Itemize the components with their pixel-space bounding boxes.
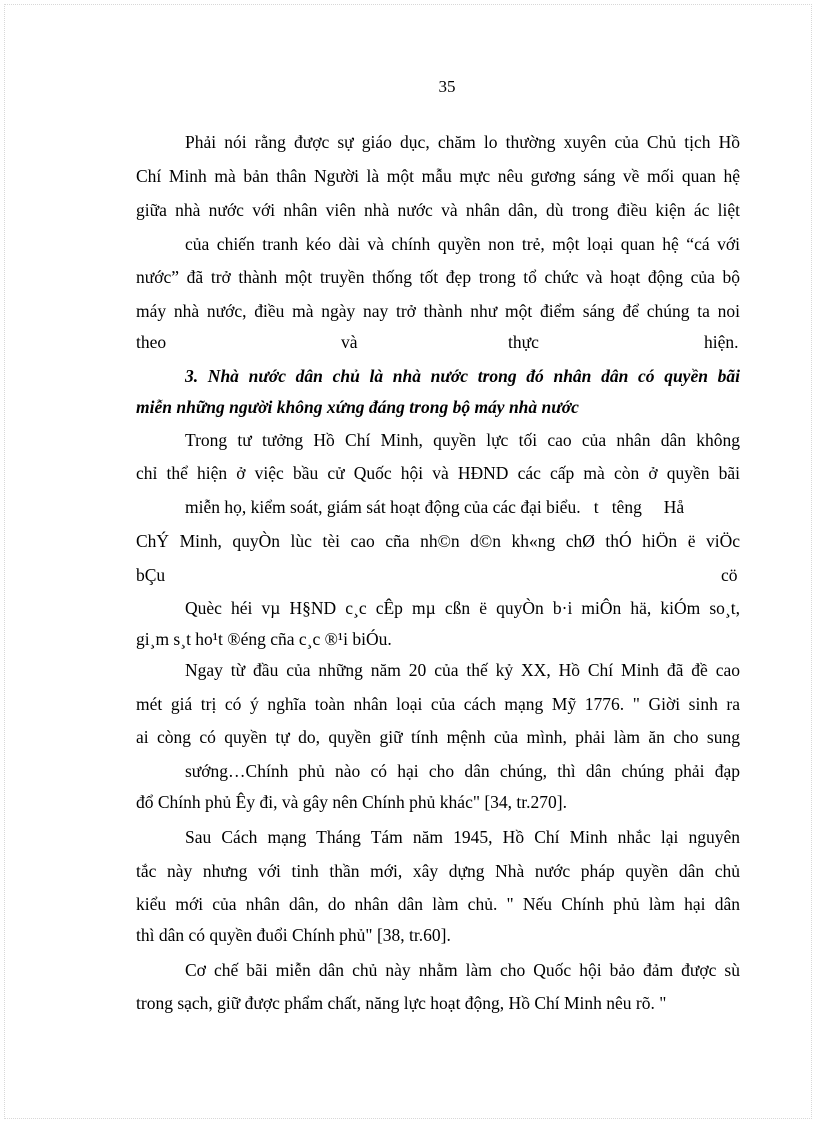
garbled-line: ChÝ Minh, quyÒn lùc tèi cao cña nh©n d©n kh«ng chØ thÓ hiÖn ë viÖc [136,531,740,551]
word: cö [721,565,738,585]
section-heading: miễn những người không xứng đáng trong bộ máy nhà nước [136,397,579,417]
text-line: máy nhà nước, điều mà ngày nay trở thành như một điểm sáng để chúng ta noi [136,301,740,321]
word: hiện. [704,332,739,352]
text-line: Cơ chế bãi miễn dân chủ này nhằm làm cho Quốc hội bảo đảm được sù [185,960,740,980]
text-line: Ngay từ đầu của những năm 20 của thế kỷ XX, Hồ Chí Minh đã đề cao [185,660,740,680]
text-line: Phải nói rằng được sự giáo dục, chăm lo thường xuyên của Chủ tịch Hồ [185,132,740,152]
garbled-line: gi¸m s¸t ho¹t ®éng cña c¸c ®¹i biÓu. [136,629,392,649]
page-number: 35 [438,77,456,96]
text-line: giữa nhà nước với nhân viên nhà nước và nhân dân, dù trong điều kiện ác liệt [136,200,740,220]
text-line: tắc này nhưng với tinh thần mới, xây dựng Nhà nước pháp quyền dân chủ [136,861,740,881]
text-line: miễn họ, kiểm soát, giám sát hoạt động của các đại biểu. t têng Hå [185,497,685,517]
section-heading: 3. Nhà nước dân chủ là nhà nước trong đó nhân dân có quyền bãi [185,366,740,386]
text-line: chỉ thể hiện ở việc bầu cử Quốc hội và HĐND các cấp mà còn ở quyền bãi [136,463,740,483]
word: thực [508,332,539,352]
text-line: kiểu mới của nhân dân, do nhân dân làm chủ. " Nếu Chính phủ làm hại dân [136,894,740,914]
text-line: của chiến tranh kéo dài và chính quyền non trẻ, một loại quan hệ “cá với [185,234,740,254]
text-line: đổ Chính phủ Êy đi, và gây nên Chính phủ khác" [34, tr.270]. [136,792,567,812]
text-line: ai còng có quyền tự do, quyền giữ tính mệnh của mình, phải làm ăn cho sung [136,727,740,747]
text-line: nước” đã trở thành một truyền thống tốt đẹp trong tổ chức và hoạt động của bộ [136,267,740,287]
word: và [341,332,358,352]
text-line: Trong tư tưởng Hồ Chí Minh, quyền lực tối cao của nhân dân không [185,430,740,450]
word: bÇu [136,565,166,585]
word: theo [136,332,167,352]
garbled-line: Quèc héi vµ H§ND c¸c cÊp mµ cßn ë quyÒn b·i miÔn hä, kiÓm so¸t, [185,598,740,618]
text-line: mét giá trị có ý nghĩa toàn nhân loại của cách mạng Mỹ 1776. " Giời sinh ra [136,694,740,714]
text-line: Sau Cách mạng Tháng Tám năm 1945, Hồ Chí Minh nhắc lại nguyên [185,827,740,847]
text-line: trong sạch, giữ được phẩm chất, năng lực hoạt động, Hồ Chí Minh nêu rõ. " [136,993,667,1013]
text-line: thì dân có quyền đuổi Chính phủ" [38, tr.60]. [136,925,451,945]
text-line: Chí Minh mà bản thân Người là một mẫu mực nêu gương sáng về mối quan hệ [136,166,740,186]
text-line: sướng…Chính phủ nào có hại cho dân chúng, thì dân chúng phải đạp [185,761,740,781]
